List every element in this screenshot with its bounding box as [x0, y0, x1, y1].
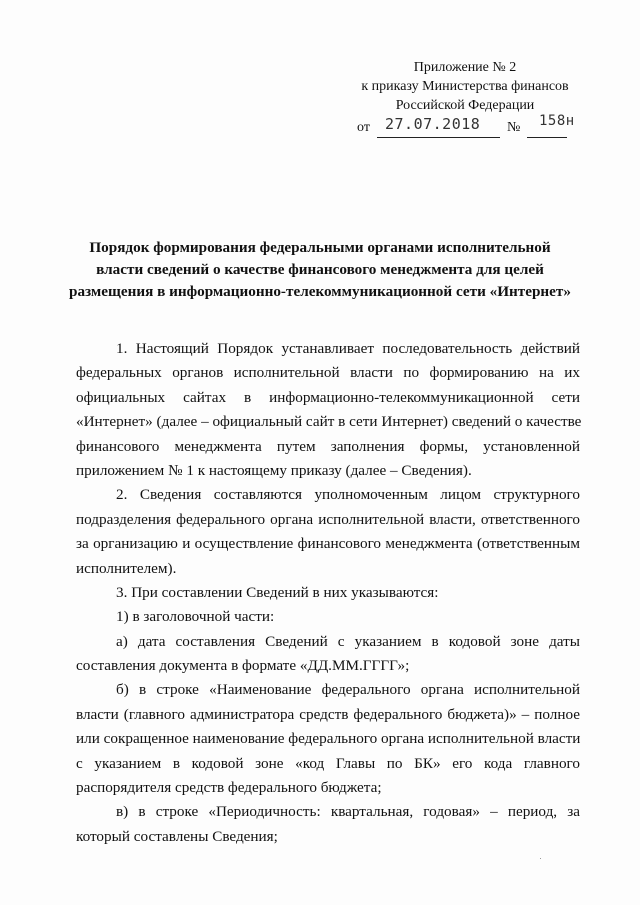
date-label: от [357, 120, 370, 135]
paragraph-line: который составлены Сведения; [76, 827, 278, 845]
document-title [60, 237, 580, 303]
paragraph-line: в) в строке «Периодичность: квартальная, годовая» – период, за [116, 803, 580, 821]
paragraph-line: за организацию и осуществление финансового менеджмента (ответственным [76, 535, 580, 553]
handwritten-date: 27.07.2018 [385, 115, 481, 133]
title-line: Порядок формирования федеральными органами исполнительной [89, 239, 551, 256]
number-underline [527, 137, 567, 138]
paragraph-line: с указанием в кодовой зоне «код Главы по БК» его кода главного [76, 754, 580, 772]
paragraph-line: приложением № 1 к настоящему приказу (далее – Сведения). [76, 461, 472, 479]
number-label: № [507, 120, 521, 135]
paragraph-line: а) дата составления Сведений с указанием в кодовой зоне даты [116, 632, 580, 650]
paragraph [76, 337, 580, 483]
paragraph-line: финансового менеджмента путем заполнения формы, установленной [76, 437, 580, 455]
paragraph-line: исполнителем). [76, 559, 177, 577]
paragraph-line: федеральных органов исполнительной власти по формированию на их [76, 364, 580, 382]
paragraph-line: распорядителя средств федерального бюджета; [76, 779, 382, 797]
title-line: размещения в информационно-телекоммуникационной сети «Интернет» [69, 283, 571, 300]
paragraph [76, 581, 580, 605]
paragraph-line: 3. При составлении Сведений в них указываются: [116, 583, 439, 601]
paragraph-line: подразделения федерального органа исполнительной власти, ответственного [76, 510, 580, 528]
paragraph-line: официальных сайтах в информационно-телекоммуникационной сети [76, 388, 580, 406]
paragraph [76, 800, 580, 849]
paragraph-line: 2. Сведения составляются уполномоченным лицом структурного [116, 486, 580, 504]
paragraph-line: 1) в заголовочной части: [116, 608, 275, 626]
annex-federation: Российской Федерации [395, 98, 535, 113]
title-line: власти сведений о качестве финансового менеджмента для целей [96, 261, 544, 278]
paragraph-line: или сокращенное наименование федерального органа исполнительной власти [76, 730, 581, 748]
paragraph-line: составления документа в формате «ДД.ММ.ГГГГ»; [76, 657, 410, 675]
paragraph [76, 483, 580, 581]
paragraph-line: «Интернет» (далее – официальный сайт в сети Интернет) сведений о качестве [76, 413, 582, 431]
paragraph-line: б) в строке «Наименование федерального органа исполнительной [116, 681, 580, 699]
annex-title: Приложение № 2 [413, 60, 517, 75]
annex-header [355, 58, 575, 115]
paragraph [76, 605, 580, 629]
annex-order-ref: к приказу Министерства финансов [361, 79, 569, 94]
scan-speck [540, 858, 541, 859]
paragraph [76, 630, 580, 679]
paragraph-line: власти (главного администратора средств федерального бюджета)» – полное [76, 705, 580, 723]
document-body [76, 337, 580, 849]
date-underline [377, 137, 500, 138]
paragraph [76, 678, 580, 800]
paragraph-line: 1. Настоящий Порядок устанавливает последовательность действий [116, 340, 580, 357]
handwritten-number: 158н [539, 113, 575, 129]
